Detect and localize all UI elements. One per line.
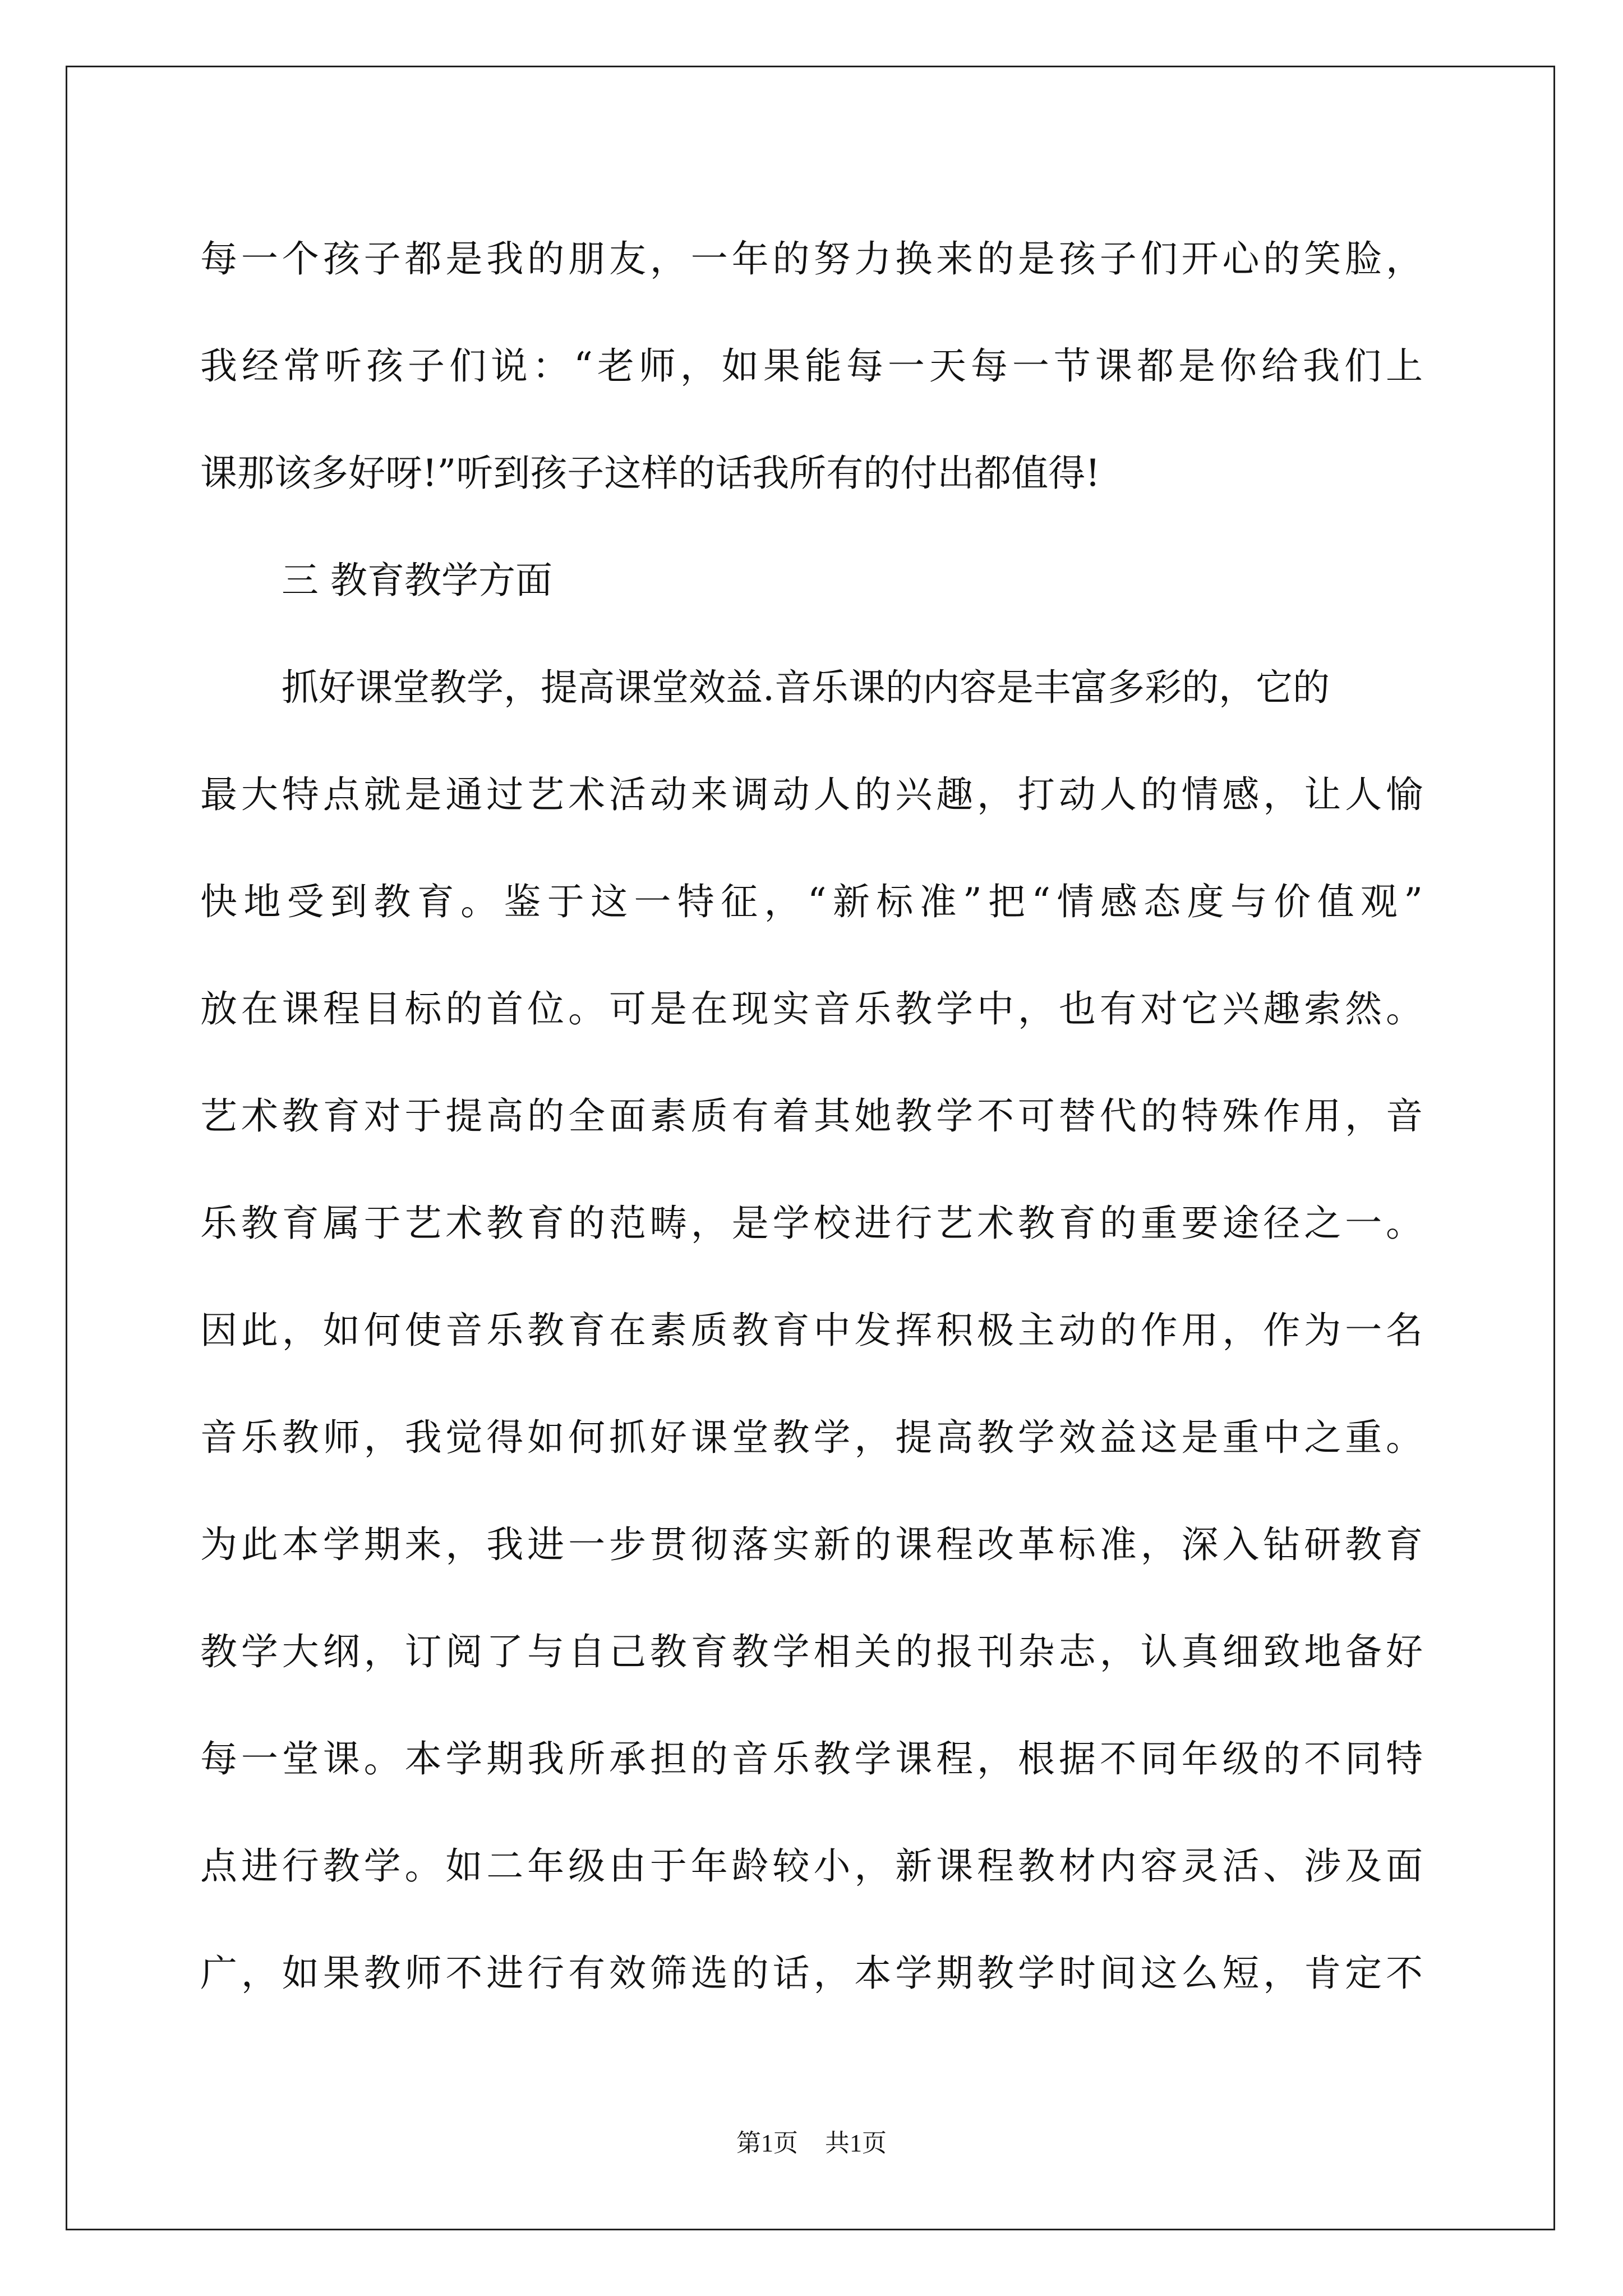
text-line: 广，如果教师不进行有效筛选的话，本学期教学时间这么短，肯定不 [200,1952,1423,1995]
text-line: 每一个孩子都是我的朋友，一年的努力换来的是孩子们开心的笑脸， [200,237,1423,280]
page-footer [0,2127,1623,2160]
text-line: 我经常听孩子们说：“老师，如果能每一天每一节课都是你给我们上 [200,344,1423,388]
text-line: 因此，如何使音乐教育在素质教育中发挥积极主动的作用，作为一名 [200,1309,1423,1352]
text-line: 每一堂课。本学期我所承担的音乐教学课程，根据不同年级的不同特 [200,1737,1423,1780]
text-line: 抓好课堂教学，提高课堂效益.音乐课的内容是丰富多彩的，它的 [282,666,1330,709]
text-line: 课那该多好呀!”听到孩子这样的话我所有的付出都值得! [200,452,1100,495]
text-line: 放在课程目标的首位。可是在现实音乐教学中，也有对它兴趣索然。 [200,987,1423,1030]
text-line: 乐教育属于艺术教育的范畴，是学校进行艺术教育的重要途径之一。 [200,1202,1423,1245]
text-line: 艺术教育对于提高的全面素质有着其她教学不可替代的特殊作用，音 [200,1094,1423,1138]
text-line: 教学大纲，订阅了与自己教育教学相关的报刊杂志，认真细致地备好 [200,1630,1423,1673]
text-line: 点进行教学。如二年级由于年龄较小，新课程教材内容灵活、涉及面 [200,1844,1423,1888]
text-line: 为此本学期来，我进一步贯彻落实新的课程改革标准，深入钻研教育 [200,1523,1423,1566]
document-body [200,205,1423,2027]
section-heading: 三 教育教学方面 [282,559,552,602]
text-line: 音乐教师，我觉得如何抓好课堂教学，提高教学效益这是重中之重。 [200,1416,1423,1459]
text-line: 快地受到教育。鉴于这一特征，“新标准”把“情感态度与价值观” [200,880,1423,923]
page-total: 共1页 [825,2129,887,2157]
text-line: 最大特点就是通过艺术活动来调动人的兴趣，打动人的情感，让人愉 [200,773,1423,816]
page-number: 第1页 [736,2129,798,2157]
